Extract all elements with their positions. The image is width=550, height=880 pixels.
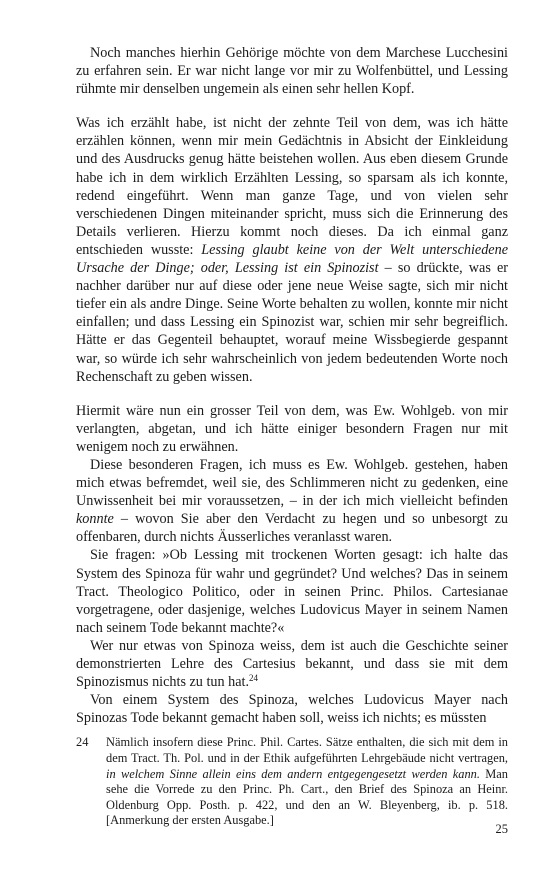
emphasis-text: konnte	[76, 511, 114, 528]
main-text	[76, 44, 508, 727]
text-column	[76, 44, 508, 829]
text-run: Noch manches hierhin Gehörige möchte von dem Marchese Lucchesini zu erfahren sein. Er war nicht lange vor mir zu Wolfenbüttel, und Lessing rühmte mir denselben ungemein als einen sehr hellen Kopf.	[76, 45, 508, 98]
paragraph	[76, 114, 508, 385]
paragraph	[76, 402, 508, 456]
text-run: Hiermit wäre nun ein grosser Teil von dem, was Ew. Wohlgeb. von mir verlangten, abgetan, und ich hätte einiger besondern Fragen nur mit wenigem noch zu erwähnen.	[76, 402, 508, 455]
paragraph	[76, 456, 508, 546]
text-run: Wer nur etwas von Spinoza weiss, dem ist auch die Geschichte seiner demonstrierten Lehre des Cartesius bekannt, und dass sie mit dem Spinozismus nichts zu tun hat.	[76, 637, 508, 691]
page-number: 25	[495, 822, 508, 836]
footnote-ref: 24	[249, 673, 259, 684]
paragraph	[76, 44, 508, 98]
text-run: Von einem System des Spinoza, welches Ludovicus Mayer nach Spinozas Tode bekannt gemacht haben soll, weiss ich nichts; es müssten	[76, 692, 508, 727]
text-run: Diese besonderen Fragen, ich muss es Ew. Wohlgeb. gestehen, haben mich etwas befremdet, weil sie, des Schlimmeren nicht zu gedenken, eine Unwissenheit bei mir voraussetzen, – in der ich mich vielleicht befinden	[76, 456, 508, 510]
emphasis-text: Lessing glaubt keine von der Welt unterschiedene Ursache der Dinge; oder, Lessing ist ein Spinozist	[76, 241, 508, 277]
footnote	[76, 735, 508, 829]
text-run: Was ich erzählt habe, ist nicht der zehnte Teil von dem, was ich hätte erzählen können, wenn mir mein Gedächtnis in Absicht der Einkleidung und des Ausdrucks genug hätte beistehen wollen. Aus eben diesem Grunde habe ich in dem wirklich Erzählten Lessing, so sparsam als ich konnte, redend eingeführt. Wenn man ganze Tage, und von vielen sehr verschiedenen Dingen miteinander spricht, muss sich die Erinnerung des Details verlieren. Hierzu kommt noch dieses. Da ich einmal ganz entschieden wusste:	[76, 115, 508, 258]
text-run: Man sehe die Vorrede zu den Princ. Ph. Cart., den Brief des Spinoza an Heinr. Oldenburg Opp. Posth. p. 422, und den an W. Bleyenberg, ib. p. 518. [Anmerkung der ersten Ausgabe.]	[106, 766, 509, 828]
text-run: – wovon Sie aber den Verdacht zu hegen und so unbesorgt zu offenbaren, durch nichts Äusserliches veranlasst waren.	[76, 511, 508, 546]
footnote-number: 24	[76, 735, 89, 750]
emphasis-text: in welchem Sinne allein eins dem andern entgegengesetzt werden kann.	[106, 766, 480, 781]
text-run: – so drückte, was er nachher darüber nur auf diese oder jene neue Weise sagte, sich mir nicht tiefer ein als andre Dinge. Seine Worte behalten zu wollen, konnte mir nicht einfallen; und dass Lessing ein Spinozist war, schien mir sehr begreiflich. Hätte er das Gegenteil behauptet, worauf meine Wissbegierde gespannt war, so würde ich sehr wahrscheinlich von jedem bedeutenden Worte noch Rechenschaft zu geben wissen.	[76, 260, 509, 385]
paragraph	[76, 691, 508, 727]
text-run: Nämlich insofern diese Princ. Phil. Cartes. Sätze enthalten, die sich mit dem in dem Tract. Th. Pol. und in der Ethik aufgeführten Lehrgebäude nicht vertragen,	[106, 735, 508, 765]
paragraph	[76, 546, 508, 636]
footnote-text	[106, 735, 508, 829]
paragraph	[76, 637, 508, 691]
text-run: Sie fragen: »Ob Lessing mit trockenen Worten gesagt: ich halte das System des Spinoza für wahr und gegründet? Und welches? Das in seinem Tract. Theologico Politico, oder in seinen Princ. Philos. Cartesianae vorgetragene, oder dasjenige, welches Ludovicus Mayer in seinem Namen nach seinem Tode bekannt machte?«	[76, 547, 508, 636]
